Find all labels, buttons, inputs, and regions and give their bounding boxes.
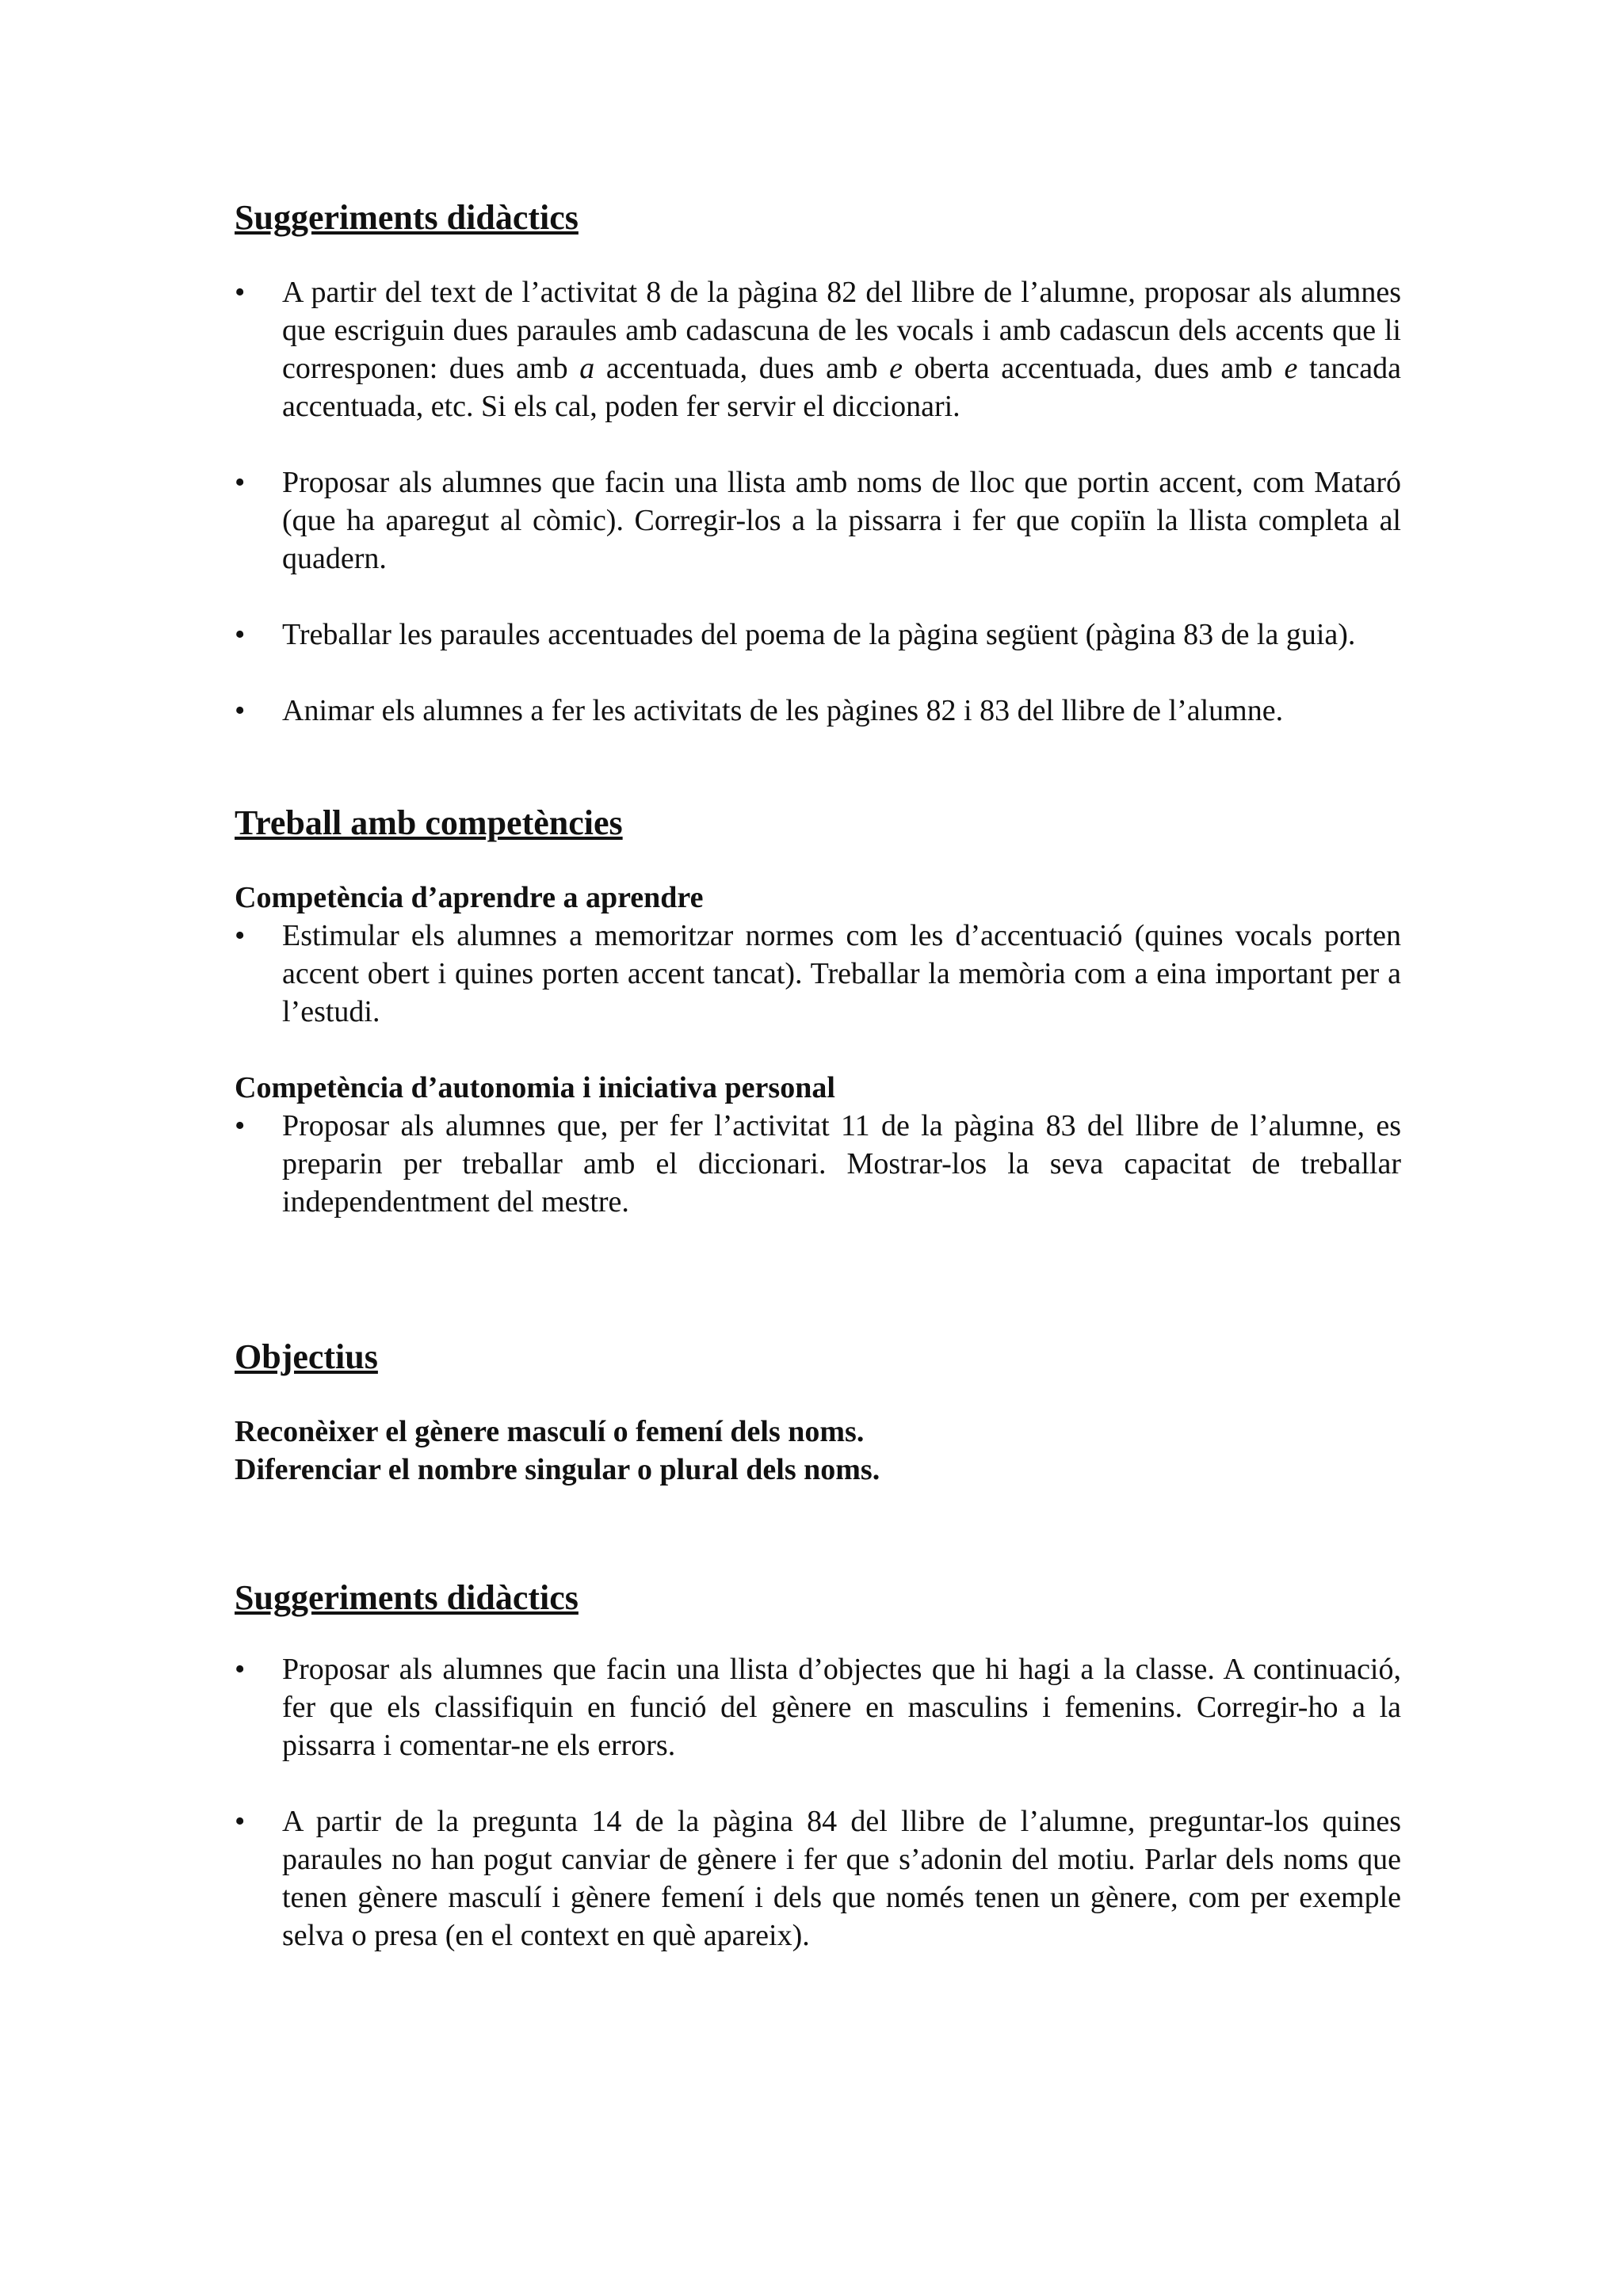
- objective-line: Reconèixer el gènere masculí o femení dels noms.: [235, 1415, 865, 1448]
- bullet-icon: •: [235, 276, 246, 309]
- bullet-icon: •: [235, 1653, 246, 1686]
- section-heading-treball: Treball amb competències: [235, 803, 623, 842]
- section-heading-suggeriments-1: Suggeriments didàctics: [235, 198, 579, 237]
- list-item: • Proposar als alumnes que facin una llista amb noms de lloc que portin accent, com Mataró (que ha aparegut al còmic). Corregir-los a la pissarra i fer que copiïn la llista completa al quadern.: [235, 463, 1401, 578]
- list-item: • A partir del text de l’activitat 8 de la pàgina 82 del llibre de l’alumne, proposar als alumnes que escriguin dues paraules amb cadascuna de les vocals i amb cadascun dels accents que li corresponen: dues amb a accentuada, dues amb e oberta accentuada, dues amb e tancada accentuada, etc. Si els cal, poden fer servir el diccionari.: [235, 273, 1401, 425]
- suggeriments-list-1: [235, 273, 1401, 730]
- list-item: • Animar els alumnes a fer les activitats de les pàgines 82 i 83 del llibre de l’alumne.: [235, 692, 1401, 730]
- list-item: • A partir de la pregunta 14 de la pàgina 84 del llibre de l’alumne, preguntar-los quines paraules no han pogut canviar de gènere i fer que s’adonin del motiu. Parlar dels noms que tenen gènere masculí i gènere femení i dels que només tenen un gènere, com per exemple selva o presa (en el context en què apareix).: [235, 1802, 1401, 1955]
- bullet-icon: •: [235, 466, 246, 499]
- suggeriments-list-2: [235, 1650, 1401, 1955]
- subheading-aprendre: Competència d’aprendre a aprendre: [235, 881, 704, 914]
- bullet-icon: •: [235, 694, 246, 727]
- autonomia-list: [235, 1107, 1401, 1221]
- section-heading-suggeriments-2: Suggeriments didàctics: [235, 1578, 579, 1617]
- bullet-icon: •: [235, 919, 246, 952]
- list-item: • Proposar als alumnes que facin una llista d’objectes que hi hagi a la classe. A continuació, fer que els classifiquin en funció del gènere en masculins i femenins. Corregir-ho a la pissarra i comentar-ne els errors.: [235, 1650, 1401, 1764]
- list-item: • Treballar les paraules accentuades del poema de la pàgina següent (pàgina 83 de la guia).: [235, 616, 1401, 654]
- list-item: • Estimular els alumnes a memoritzar normes com les d’accentuació (quines vocals porten accent obert i quines porten accent tancat). Treballar la memòria com a eina important per a l’estudi.: [235, 917, 1401, 1031]
- bullet-icon: •: [235, 1109, 246, 1142]
- list-item: • Proposar als alumnes que, per fer l’activitat 11 de la pàgina 83 del llibre de l’alumne, es preparin per treballar amb el diccionari. Mostrar-los la seva capacitat de treballar independentment del mestre.: [235, 1107, 1401, 1221]
- subheading-autonomia: Competència d’autonomia i iniciativa personal: [235, 1071, 835, 1104]
- bullet-icon: •: [235, 618, 246, 651]
- bullet-icon: •: [235, 1805, 246, 1838]
- section-heading-objectius: Objectius: [235, 1337, 378, 1376]
- aprendre-list: [235, 917, 1401, 1031]
- objective-line: Diferenciar el nombre singular o plural dels noms.: [235, 1453, 880, 1486]
